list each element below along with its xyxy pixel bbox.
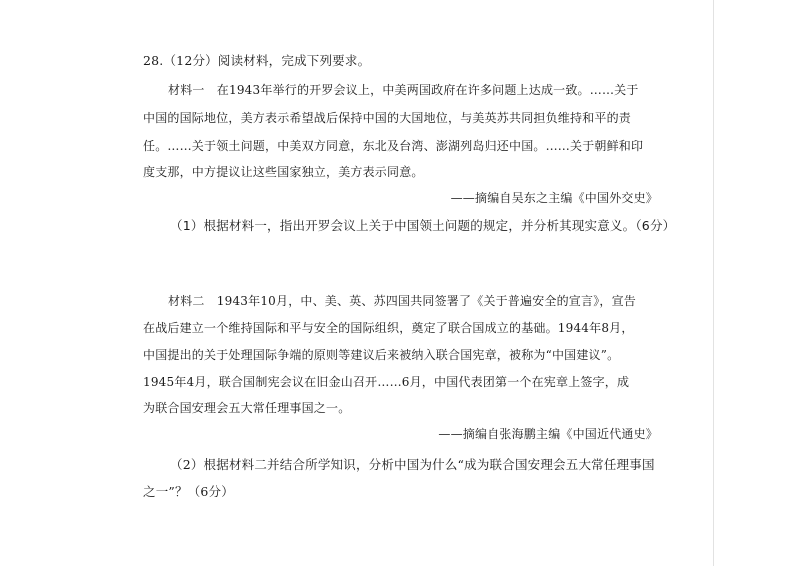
- material-two-source: ——摘编自张海鹏主编《中国近代通史》: [438, 427, 658, 441]
- material-two-line: 中国提出的关于处理国际争端的原则等建议后来被纳入联合国宪章，被称为“中国建议”。: [143, 348, 620, 362]
- material-one-line: 中国的国际地位，美方表示希望战后保持中国的大国地位，与美英苏共同担负维持和平的责: [143, 111, 632, 125]
- page-edge-divider: [713, 0, 714, 566]
- material-two-line: 1945年4月，联合国制宪会议在旧金山召开……6月，中国代表团第一个在宪章上签字，成: [143, 375, 630, 389]
- subquestion-two-line: 之一”？（6分）: [143, 484, 234, 499]
- material-one-line: 材料一 在1943年举行的开罗会议上，中美两国政府在许多问题上达成一致。……关于: [168, 83, 639, 97]
- material-two-line: 材料二 1943年10月，中、美、英、苏四国共同签署了《关于普遍安全的宣言》，宣告: [168, 294, 637, 308]
- question-header: 28.（12分）阅读材料，完成下列要求。: [143, 53, 371, 68]
- material-two-line: 为联合国安理会五大常任理事国之一。: [143, 401, 351, 415]
- subquestion-two-line: （2）根据材料二并结合所学知识，分析中国为什么“成为联合国安理会五大常任理事国: [170, 457, 655, 472]
- material-one-line: 度支那，中方提议让这些国家独立，美方表示同意。: [143, 165, 424, 179]
- material-one-source: ——摘编自吴东之主编《中国外交史》: [450, 191, 658, 205]
- subquestion-one: （1）根据材料一，指出开罗会议上关于中国领土问题的规定，并分析其现实意义。（6分）: [170, 218, 676, 233]
- material-two-line: 在战后建立一个维持国际和平与安全的国际组织，奠定了联合国成立的基础。1944年8月，: [143, 321, 634, 335]
- material-one-line: 任。……关于领土问题，中美双方同意，东北及台湾、澎湖列岛归还中国。……关于朝鲜和印: [143, 139, 644, 153]
